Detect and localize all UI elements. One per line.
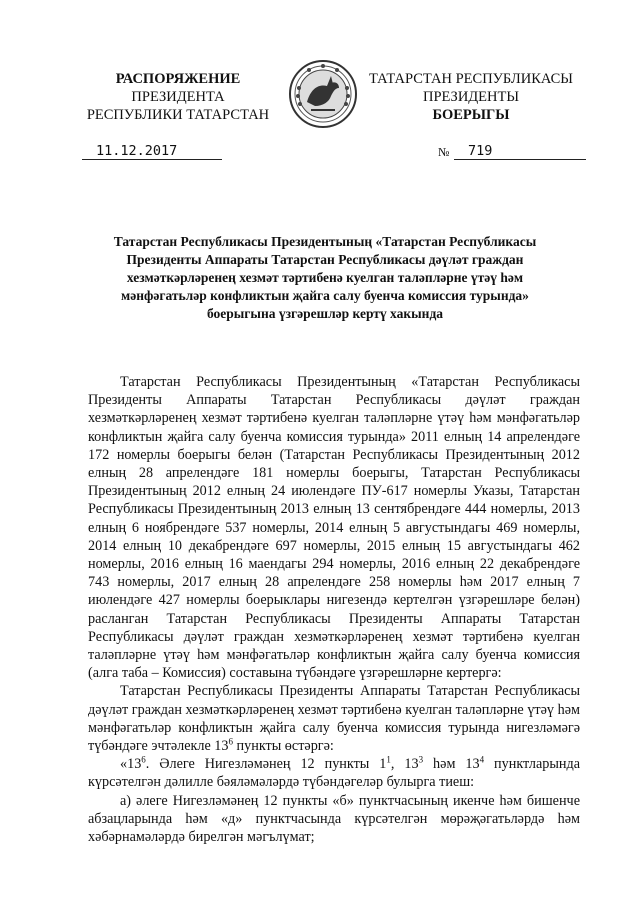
- issuer-ru-line2: РЕСПУБЛИКИ ТАТАРСТАН: [86, 107, 270, 123]
- coat-of-arms-icon: [287, 58, 359, 130]
- document-date: 11.12.2017: [82, 143, 222, 160]
- issuer-tt-line1: ТАТАРСТАН РЕСПУБЛИКАСЫ: [369, 71, 573, 87]
- paragraph-3: «$13^6$. Әлеге Нигезләмәнең 12 пункты $1^1$, $13^3$ һәм $13^4$ пунктларында күрсәтелгән дәлилле бәяләмәләрдә түбәндәгеләр булырга тиеш:: [88, 754, 581, 791]
- paragraph-1: Татарстан Республикасы Президентының «Татарстан Республикасы Президенты Аппараты Татарстан Республикасы дәүләт граждан хезмәткәрләренең хезмәт тәртибенә куелган таләпләрне үтәү һәм мәнфәгатьләр конфликтын җайга салу буенча комиссия турында» 2011 елның 14 апрелендәге 172 номерлы боерыгы белән (Татарстан Республикасы Президентының 2012 елның 28 апрелендәге 181 номерлы боерыгы, Татарстан Республикасы Президентының 2012 елның 24 июлендәге ПУ-617 номерлы Указы, Татарстан Республикасы Президентының 2013 елның 13 сентябрендәге 444 номерлы, 2013 елның 6 ноябрендәге 537 номерлы, 2014 елның 5 августындагы 469 номерлы, 2014 елның 10 декабрендәге 697 номерлы, 2015 елның 15 августындагы 462 номерлы, 2016 елның 16 маендагы 294 номерлы, 2016 елның 22 декабрендәге 743 номерлы, 2017 елның 28 апрелендәге 258 номерлы һәм 2017 елның 7 июлендәге 427 номерлы боерыклары нигезендә кертелгән үзгәрешләре белән) расланган Татарстан Республикасы Президенты Аппараты Татарстан Республикасы дәүләт граждан хезмәткәрләренең хезмәт тәртибенә куелган таләпләрне үтәү һәм мәнфәгатьләр конфликтын җайга салу буенча комиссия (алга таба – Комиссия) составына түбәндәге үзгәрешләрне кертергә:: [88, 374, 580, 682]
- document-type-ru: РАСПОРЯЖЕНИЕ: [115, 71, 241, 87]
- header-right: [368, 70, 574, 124]
- header-left: [78, 70, 278, 124]
- document-type-tt: БОЕРЫГЫ: [432, 107, 510, 123]
- paragraph-2: Татарстан Республикасы Президенты Аппараты Татарстан Республикасы дәүләт граждан хезмәткәрләренең хезмәт тәртибенә куелган таләпләрне үтәү һәм мәнфәгатьләр конфликтын җайга салу буенча комиссия турында нигезләмәгә түбәндәге эчтәлекле $13^6$ пункты өстәргә:: [88, 683, 580, 755]
- issuer-ru-line1: ПРЕЗИДЕНТА: [131, 89, 225, 105]
- document-title: Татарстан Республикасы Президентының «Татарстан Республикасы Президенты Аппараты Татарстан Республикасы дәүләт граждан хезмәткәрләренең хезмәт тәртибенә куелган таләпләрне үтәү һәм мәнфәгатьләр конфликтын җайга салу буенча комиссия турында» боерыгына үзгәрешләр кертү хакында: [113, 234, 537, 321]
- number-sign: №: [438, 145, 450, 159]
- issuer-tt-line2: ПРЕЗИДЕНТЫ: [422, 89, 520, 105]
- document-body: [88, 373, 580, 846]
- paragraph-4: а) әлеге Нигезләмәнең 12 пункты «б» пунктчасының икенче һәм бишенче абзацларында һәм «д» пунктчасында күрсәтелгән мөрәҗәгатьләрдә һәм хәбәрнамәләрдә бирелгән мәгълүмат;: [88, 792, 580, 846]
- document-number: 719: [454, 143, 586, 160]
